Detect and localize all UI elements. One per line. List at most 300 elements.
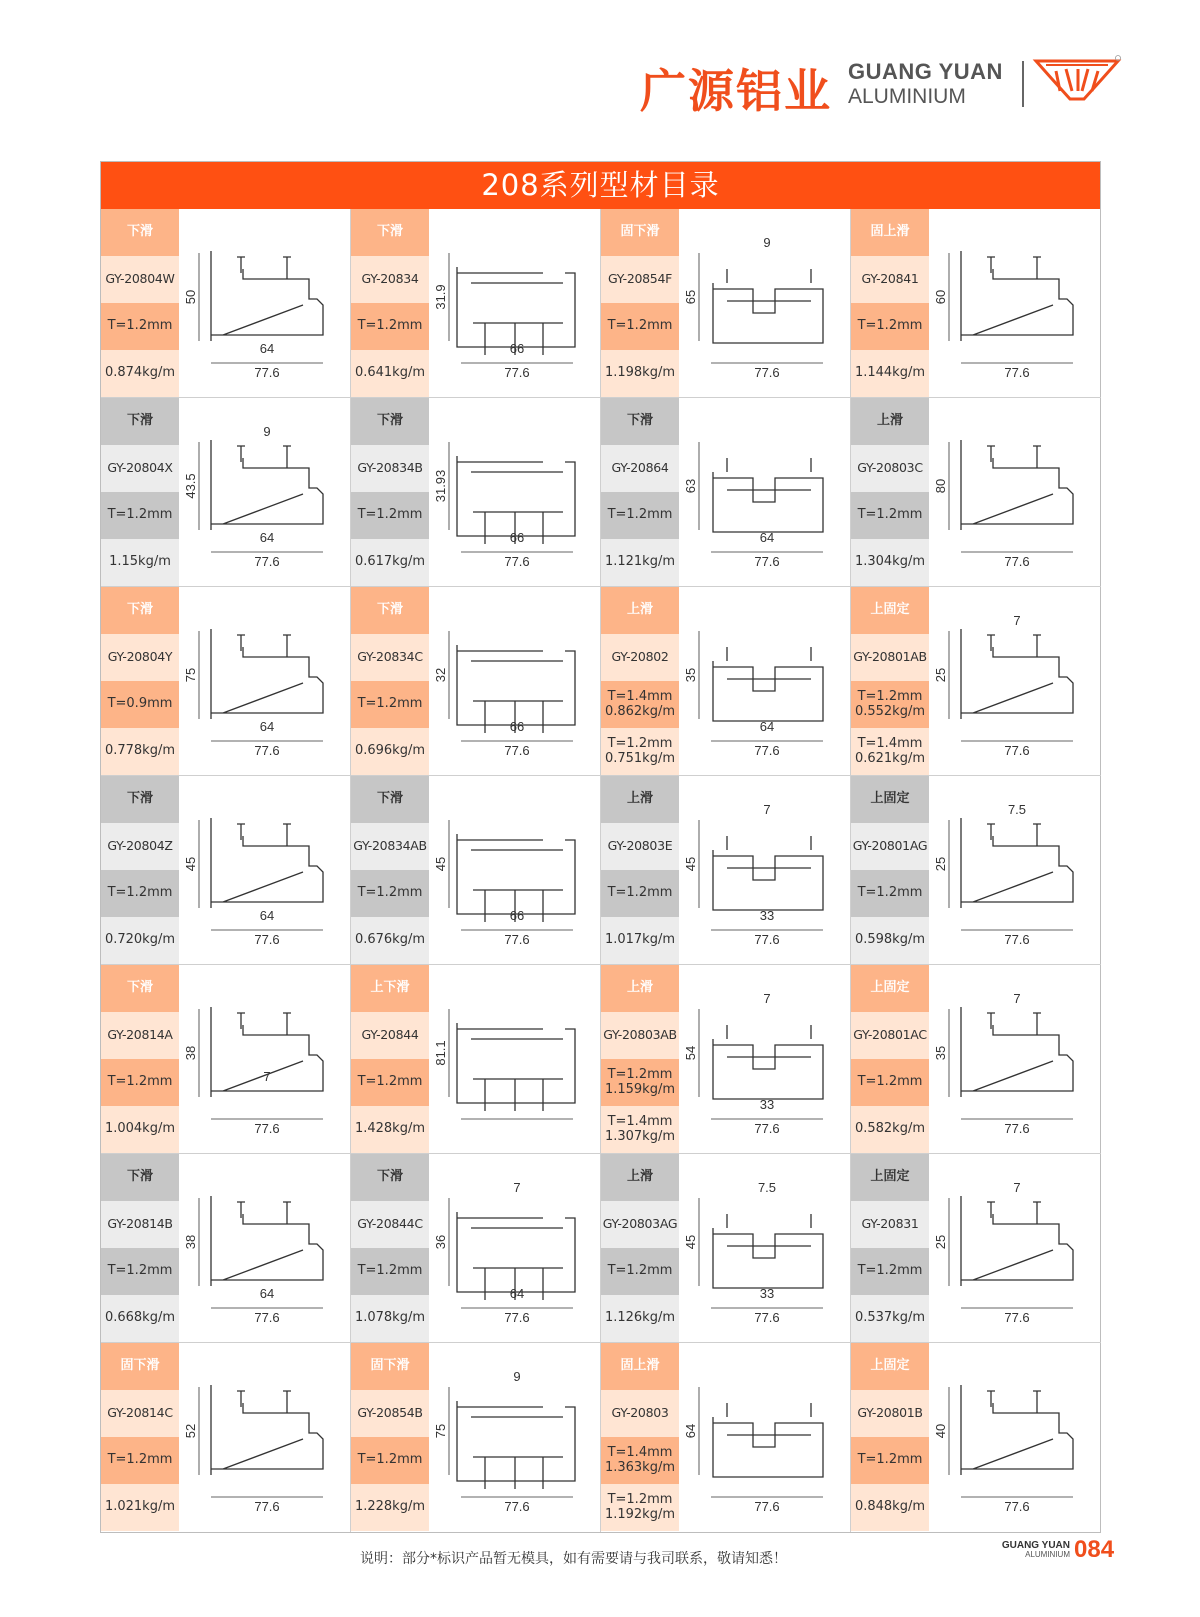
product-weight <box>851 350 929 397</box>
dimension-label: 64 <box>259 341 275 356</box>
profile-drawing <box>933 780 1097 960</box>
product-thickness <box>851 1248 929 1295</box>
profile-drawing <box>683 780 847 960</box>
product-cell <box>851 1343 1101 1532</box>
product-code <box>101 1201 179 1248</box>
product-info <box>601 209 679 397</box>
product-info <box>601 1154 679 1342</box>
dimension-label: 43.5 <box>183 473 198 499</box>
profile-rail <box>727 1214 811 1228</box>
profile-cross-section <box>183 1158 347 1338</box>
profile-rail <box>237 1202 291 1224</box>
product-code-text: GY-20801AB <box>853 649 927 665</box>
profile-outline <box>457 1401 575 1489</box>
product-cell <box>101 1154 351 1343</box>
dimension-label: 77.6 <box>254 1310 280 1325</box>
dimension-label: 64 <box>759 719 775 734</box>
product-weight-text: T=1.2mm <box>607 1491 673 1507</box>
product-weight-text: 1.15kg/m <box>109 554 171 570</box>
product-info <box>101 776 179 964</box>
profile-outline <box>713 472 823 532</box>
profile-rail <box>727 458 811 472</box>
product-category <box>351 209 429 256</box>
dimension-label: 45 <box>683 1234 698 1250</box>
dimension-label: 35 <box>683 667 698 683</box>
product-weight-text: 1.078kg/m <box>354 1310 426 1326</box>
product-code-text: GY-20802 <box>611 649 669 665</box>
product-weight <box>601 1484 679 1531</box>
dimension-label: 7.5 <box>1007 802 1027 817</box>
dimension-label: 31.9 <box>433 284 448 310</box>
product-weight-text: 0.617kg/m <box>354 554 426 570</box>
product-thickness-text: 1.159kg/m <box>604 1081 676 1097</box>
dimension-label: 33 <box>759 1097 775 1112</box>
dimension-label: 25 <box>933 667 948 683</box>
profile-drawing <box>433 780 597 960</box>
profile-rail <box>237 1391 291 1413</box>
product-weight <box>851 1484 929 1531</box>
dimension-label: 65 <box>683 289 698 305</box>
dimension-label: 7 <box>1013 1180 1021 1195</box>
product-code <box>601 1201 679 1248</box>
brand-divider <box>1022 61 1024 107</box>
product-thickness-text: T=1.2mm <box>107 507 173 523</box>
product-cell <box>351 587 601 776</box>
product-category-text: 固下滑 <box>120 1358 160 1374</box>
profile-drawing <box>433 213 597 393</box>
product-category <box>101 1343 179 1390</box>
product-info <box>351 398 429 586</box>
product-category <box>101 1154 179 1201</box>
profile-drawing <box>683 213 847 393</box>
product-category-text: 下滑 <box>376 224 403 240</box>
profile-rail <box>987 1202 1041 1224</box>
product-category <box>101 776 179 823</box>
product-weight-text: 0.696kg/m <box>354 743 426 759</box>
dimension-label: 64 <box>259 530 275 545</box>
product-code-text: GY-20844 <box>361 1027 419 1043</box>
product-category <box>351 587 429 634</box>
product-code <box>601 634 679 681</box>
profile-cross-section <box>933 402 1097 582</box>
product-category-text: 上滑 <box>626 980 653 996</box>
product-info <box>351 209 429 397</box>
dimension-label: 63 <box>683 478 698 494</box>
profile-cross-section <box>933 591 1097 771</box>
dimension-label: 77.6 <box>754 1499 780 1514</box>
product-category-text: 上固定 <box>870 980 910 996</box>
product-code-text: GY-20814A <box>107 1027 173 1043</box>
product-thickness-text: 0.862kg/m <box>604 703 676 719</box>
product-weight <box>601 1106 679 1153</box>
product-cell <box>351 776 601 965</box>
product-weight-text: 0.668kg/m <box>104 1310 176 1326</box>
product-cell <box>101 965 351 1154</box>
profile-outline <box>961 1196 1073 1286</box>
product-category-text: 下滑 <box>376 602 403 618</box>
dimension-label: 64 <box>259 1286 275 1301</box>
dimension-label: 77.6 <box>1004 1121 1030 1136</box>
catalog-table <box>100 161 1101 1533</box>
product-thickness-text: T=1.2mm <box>357 696 423 712</box>
profile-drawing <box>183 213 347 393</box>
product-weight <box>101 1106 179 1153</box>
product-weight-text: 1.004kg/m <box>104 1121 176 1137</box>
product-thickness <box>601 303 679 350</box>
product-info <box>851 398 929 586</box>
profile-outline <box>457 1023 575 1111</box>
dimension-label: 77.6 <box>754 932 780 947</box>
profile-outline <box>713 1417 823 1477</box>
profile-cross-section <box>933 780 1097 960</box>
product-cell <box>101 1343 351 1532</box>
product-weight-text: 1.021kg/m <box>104 1499 176 1515</box>
product-code-text: GY-20803C <box>857 460 923 476</box>
product-weight <box>101 1295 179 1342</box>
product-cell <box>851 965 1101 1154</box>
profile-drawing <box>933 591 1097 771</box>
product-weight <box>101 728 179 775</box>
product-thickness <box>351 492 429 539</box>
product-category <box>851 587 929 634</box>
product-thickness-text: T=1.2mm <box>607 885 673 901</box>
profile-cross-section <box>433 780 597 960</box>
profile-outline <box>961 818 1073 908</box>
product-thickness-text: T=1.4mm <box>607 688 673 704</box>
profile-outline <box>713 1228 823 1288</box>
brand-logo-icon <box>1032 55 1122 105</box>
product-weight <box>351 1295 429 1342</box>
profile-rail <box>237 1013 291 1035</box>
profile-cross-section <box>183 1347 347 1527</box>
product-thickness <box>851 303 929 350</box>
product-info <box>101 965 179 1153</box>
product-thickness <box>601 681 679 728</box>
profile-drawing <box>433 1158 597 1338</box>
dimension-label: 35 <box>933 1045 948 1061</box>
product-thickness-text: 0.552kg/m <box>854 703 926 719</box>
profile-cross-section <box>683 591 847 771</box>
product-category <box>101 398 179 445</box>
product-thickness <box>101 870 179 917</box>
profile-drawing <box>183 402 347 582</box>
profile-drawing <box>183 1347 347 1527</box>
profile-outline <box>211 1385 323 1475</box>
product-info <box>101 1154 179 1342</box>
product-weight-text: T=1.4mm <box>607 1113 673 1129</box>
profile-drawing <box>683 1347 847 1527</box>
product-code <box>601 1012 679 1059</box>
profile-cross-section <box>183 780 347 960</box>
product-cell <box>601 1343 851 1532</box>
product-category-text: 下滑 <box>126 1169 153 1185</box>
product-code <box>101 445 179 492</box>
product-thickness <box>601 492 679 539</box>
product-category-text: 下滑 <box>126 602 153 618</box>
footer-brand-name: GUANG YUAN <box>1001 1540 1070 1551</box>
product-thickness-text: T=1.2mm <box>857 507 923 523</box>
product-category-text: 固上滑 <box>620 1358 660 1374</box>
profile-drawing <box>183 1158 347 1338</box>
product-weight-text: 0.676kg/m <box>354 932 426 948</box>
profile-cross-section <box>183 591 347 771</box>
product-thickness-text: T=1.2mm <box>607 1066 673 1082</box>
product-cell <box>601 398 851 587</box>
profile-cross-section <box>433 1347 597 1527</box>
profile-drawing <box>683 591 847 771</box>
profile-rail <box>987 446 1041 468</box>
product-thickness <box>351 870 429 917</box>
product-category <box>851 398 929 445</box>
profile-outline <box>961 1385 1073 1475</box>
product-cell <box>601 776 851 965</box>
profile-outline <box>211 440 323 530</box>
product-code <box>351 823 429 870</box>
product-code-text: GY-20834AB <box>353 838 427 854</box>
profile-cross-section <box>933 213 1097 393</box>
product-category-text: 下滑 <box>376 413 403 429</box>
product-weight <box>601 917 679 964</box>
product-info <box>851 1343 929 1531</box>
product-thickness-text: T=1.2mm <box>107 885 173 901</box>
dimension-label: 54 <box>683 1045 698 1061</box>
product-thickness-text: T=1.2mm <box>607 1263 673 1279</box>
profile-cross-section <box>433 213 597 393</box>
product-category-text: 上固定 <box>870 1358 910 1374</box>
product-thickness-text: T=1.2mm <box>107 318 173 334</box>
product-weight <box>351 539 429 586</box>
product-code-text: GY-20801AC <box>853 1027 927 1043</box>
profile-drawing <box>933 213 1097 393</box>
product-thickness-text: T=1.2mm <box>357 1452 423 1468</box>
product-info <box>101 1343 179 1531</box>
dimension-label: 7.5 <box>757 1180 777 1195</box>
footnote: 说明：部分*标识产品暂无模具，如有需要请与我司联系，敬请知悉！ <box>360 1551 787 1567</box>
dimension-label: 32 <box>433 667 448 683</box>
dimension-label: 38 <box>183 1234 198 1250</box>
product-code-text: GY-20803AB <box>603 1027 677 1043</box>
product-weight <box>101 917 179 964</box>
brand-header <box>640 55 1120 118</box>
product-code-text: GY-20804Y <box>107 649 173 665</box>
dimension-label: 25 <box>933 856 948 872</box>
product-weight-text: 1.192kg/m <box>604 1506 676 1522</box>
dimension-label: 9 <box>513 1369 521 1384</box>
product-code <box>851 256 929 303</box>
product-cell <box>101 776 351 965</box>
product-category-text: 下滑 <box>126 224 153 240</box>
dimension-label: 77.6 <box>754 554 780 569</box>
profile-cross-section <box>433 1158 597 1338</box>
product-category <box>851 1154 929 1201</box>
profile-cross-section <box>933 969 1097 1149</box>
product-weight <box>351 728 429 775</box>
product-code <box>851 823 929 870</box>
product-code <box>101 1012 179 1059</box>
product-category-text: 下滑 <box>126 791 153 807</box>
profile-outline <box>713 850 823 910</box>
product-code <box>101 823 179 870</box>
product-thickness-text: T=1.2mm <box>357 1074 423 1090</box>
product-code <box>851 1390 929 1437</box>
product-weight <box>851 917 929 964</box>
dimension-label: 77.6 <box>254 743 280 758</box>
product-info <box>851 776 929 964</box>
product-category <box>601 587 679 634</box>
dimension-label: 75 <box>433 1423 448 1439</box>
product-thickness <box>101 1059 179 1106</box>
dimension-label: 77.6 <box>254 365 280 380</box>
product-thickness <box>851 1059 929 1106</box>
product-code <box>601 823 679 870</box>
dimension-label: 9 <box>263 424 271 439</box>
product-cell <box>851 776 1101 965</box>
product-code-text: GY-20803 <box>611 1405 669 1421</box>
product-code-text: GY-20801B <box>857 1405 923 1421</box>
product-weight <box>351 1106 429 1153</box>
profile-drawing <box>933 1347 1097 1527</box>
profile-drawing <box>183 591 347 771</box>
profile-drawing <box>683 402 847 582</box>
product-thickness-text: T=1.2mm <box>107 1452 173 1468</box>
dimension-label: 66 <box>509 341 525 356</box>
profile-outline <box>713 661 823 721</box>
product-category <box>601 1343 679 1390</box>
dimension-label: 77.6 <box>754 365 780 380</box>
dimension-label: 77.6 <box>504 743 530 758</box>
product-category-text: 下滑 <box>376 791 403 807</box>
product-thickness-text: T=0.9mm <box>107 696 173 712</box>
product-info <box>601 1343 679 1531</box>
profile-drawing <box>433 969 597 1149</box>
profile-cross-section <box>683 1347 847 1527</box>
dimension-label: 81.1 <box>433 1040 448 1066</box>
product-code <box>851 1012 929 1059</box>
product-cell <box>601 209 851 398</box>
product-category <box>351 965 429 1012</box>
profile-rail <box>727 647 811 661</box>
product-category <box>351 1343 429 1390</box>
product-category <box>101 587 179 634</box>
profile-rail <box>987 824 1041 846</box>
profile-cross-section <box>683 780 847 960</box>
product-code <box>601 445 679 492</box>
product-category <box>601 776 679 823</box>
product-info <box>351 965 429 1153</box>
product-thickness-text: T=1.2mm <box>857 885 923 901</box>
product-category-text: 固下滑 <box>370 1358 410 1374</box>
footer-brand-sub: ALUMINIUM <box>1025 1550 1070 1559</box>
product-info <box>851 965 929 1153</box>
product-info <box>601 965 679 1153</box>
product-cell <box>101 587 351 776</box>
product-cell <box>601 1154 851 1343</box>
dimension-label: 77.6 <box>754 1121 780 1136</box>
profile-rail <box>727 269 811 283</box>
catalog-grid <box>101 209 1100 1532</box>
dimension-label: 77.6 <box>504 932 530 947</box>
footer-brand <box>1000 1541 1070 1559</box>
product-code-text: GY-20834C <box>357 649 423 665</box>
product-weight <box>851 539 929 586</box>
dimension-label: 64 <box>683 1423 698 1439</box>
profile-outline <box>961 1007 1073 1097</box>
product-thickness <box>351 681 429 728</box>
dimension-label: 7 <box>263 1069 271 1084</box>
product-weight <box>351 917 429 964</box>
dimension-label: 52 <box>183 1423 198 1439</box>
product-category-text: 上滑 <box>876 413 903 429</box>
dimension-label: 77.6 <box>254 554 280 569</box>
profile-rail <box>987 1013 1041 1035</box>
product-thickness-text: T=1.2mm <box>107 1074 173 1090</box>
product-code-text: GY-20854B <box>357 1405 423 1421</box>
product-thickness <box>351 303 429 350</box>
product-thickness-text: T=1.2mm <box>857 1452 923 1468</box>
product-code-text: GY-20831 <box>861 1216 919 1232</box>
product-thickness-text: T=1.2mm <box>857 318 923 334</box>
product-info <box>851 1154 929 1342</box>
product-category <box>351 776 429 823</box>
product-category <box>601 209 679 256</box>
product-category-text: 上固定 <box>870 791 910 807</box>
dimension-label: 77.6 <box>754 1310 780 1325</box>
dimension-label: 7 <box>763 802 771 817</box>
dimension-label: 77.6 <box>504 1310 530 1325</box>
product-category <box>851 209 929 256</box>
product-thickness-text: T=1.2mm <box>107 1263 173 1279</box>
product-info <box>101 398 179 586</box>
dimension-label: 66 <box>509 719 525 734</box>
product-code-text: GY-20854F <box>608 271 672 287</box>
profile-drawing <box>183 969 347 1149</box>
product-weight-text: 0.720kg/m <box>104 932 176 948</box>
product-code <box>851 1201 929 1248</box>
product-weight-text: 1.304kg/m <box>854 554 926 570</box>
product-code <box>351 1201 429 1248</box>
product-weight <box>101 1484 179 1531</box>
product-cell <box>351 209 601 398</box>
dimension-label: 9 <box>763 235 771 250</box>
dimension-label: 64 <box>509 1286 525 1301</box>
dimension-label: 40 <box>933 1423 948 1439</box>
product-code-text: GY-20804X <box>107 460 173 476</box>
product-cell <box>351 965 601 1154</box>
product-thickness-text: T=1.2mm <box>607 507 673 523</box>
product-code <box>351 256 429 303</box>
profile-rail <box>727 1025 811 1039</box>
dimension-label: 7 <box>763 991 771 1006</box>
profile-cross-section <box>183 402 347 582</box>
product-category <box>101 965 179 1012</box>
profile-rail <box>987 1391 1041 1413</box>
product-weight-text: 1.228kg/m <box>354 1499 426 1515</box>
product-thickness-text: T=1.2mm <box>607 318 673 334</box>
profile-cross-section <box>683 1158 847 1338</box>
product-cell <box>601 587 851 776</box>
product-weight <box>101 539 179 586</box>
product-category-text: 上下滑 <box>370 980 410 996</box>
product-category-text: 上固定 <box>870 602 910 618</box>
dimension-label: 77.6 <box>1004 1310 1030 1325</box>
page-number: 084 <box>1074 1536 1115 1563</box>
profile-rail <box>987 635 1041 657</box>
product-info <box>101 587 179 775</box>
profile-drawing <box>933 402 1097 582</box>
dimension-label: 66 <box>509 530 525 545</box>
profile-drawing <box>933 1158 1097 1338</box>
product-info <box>101 209 179 397</box>
